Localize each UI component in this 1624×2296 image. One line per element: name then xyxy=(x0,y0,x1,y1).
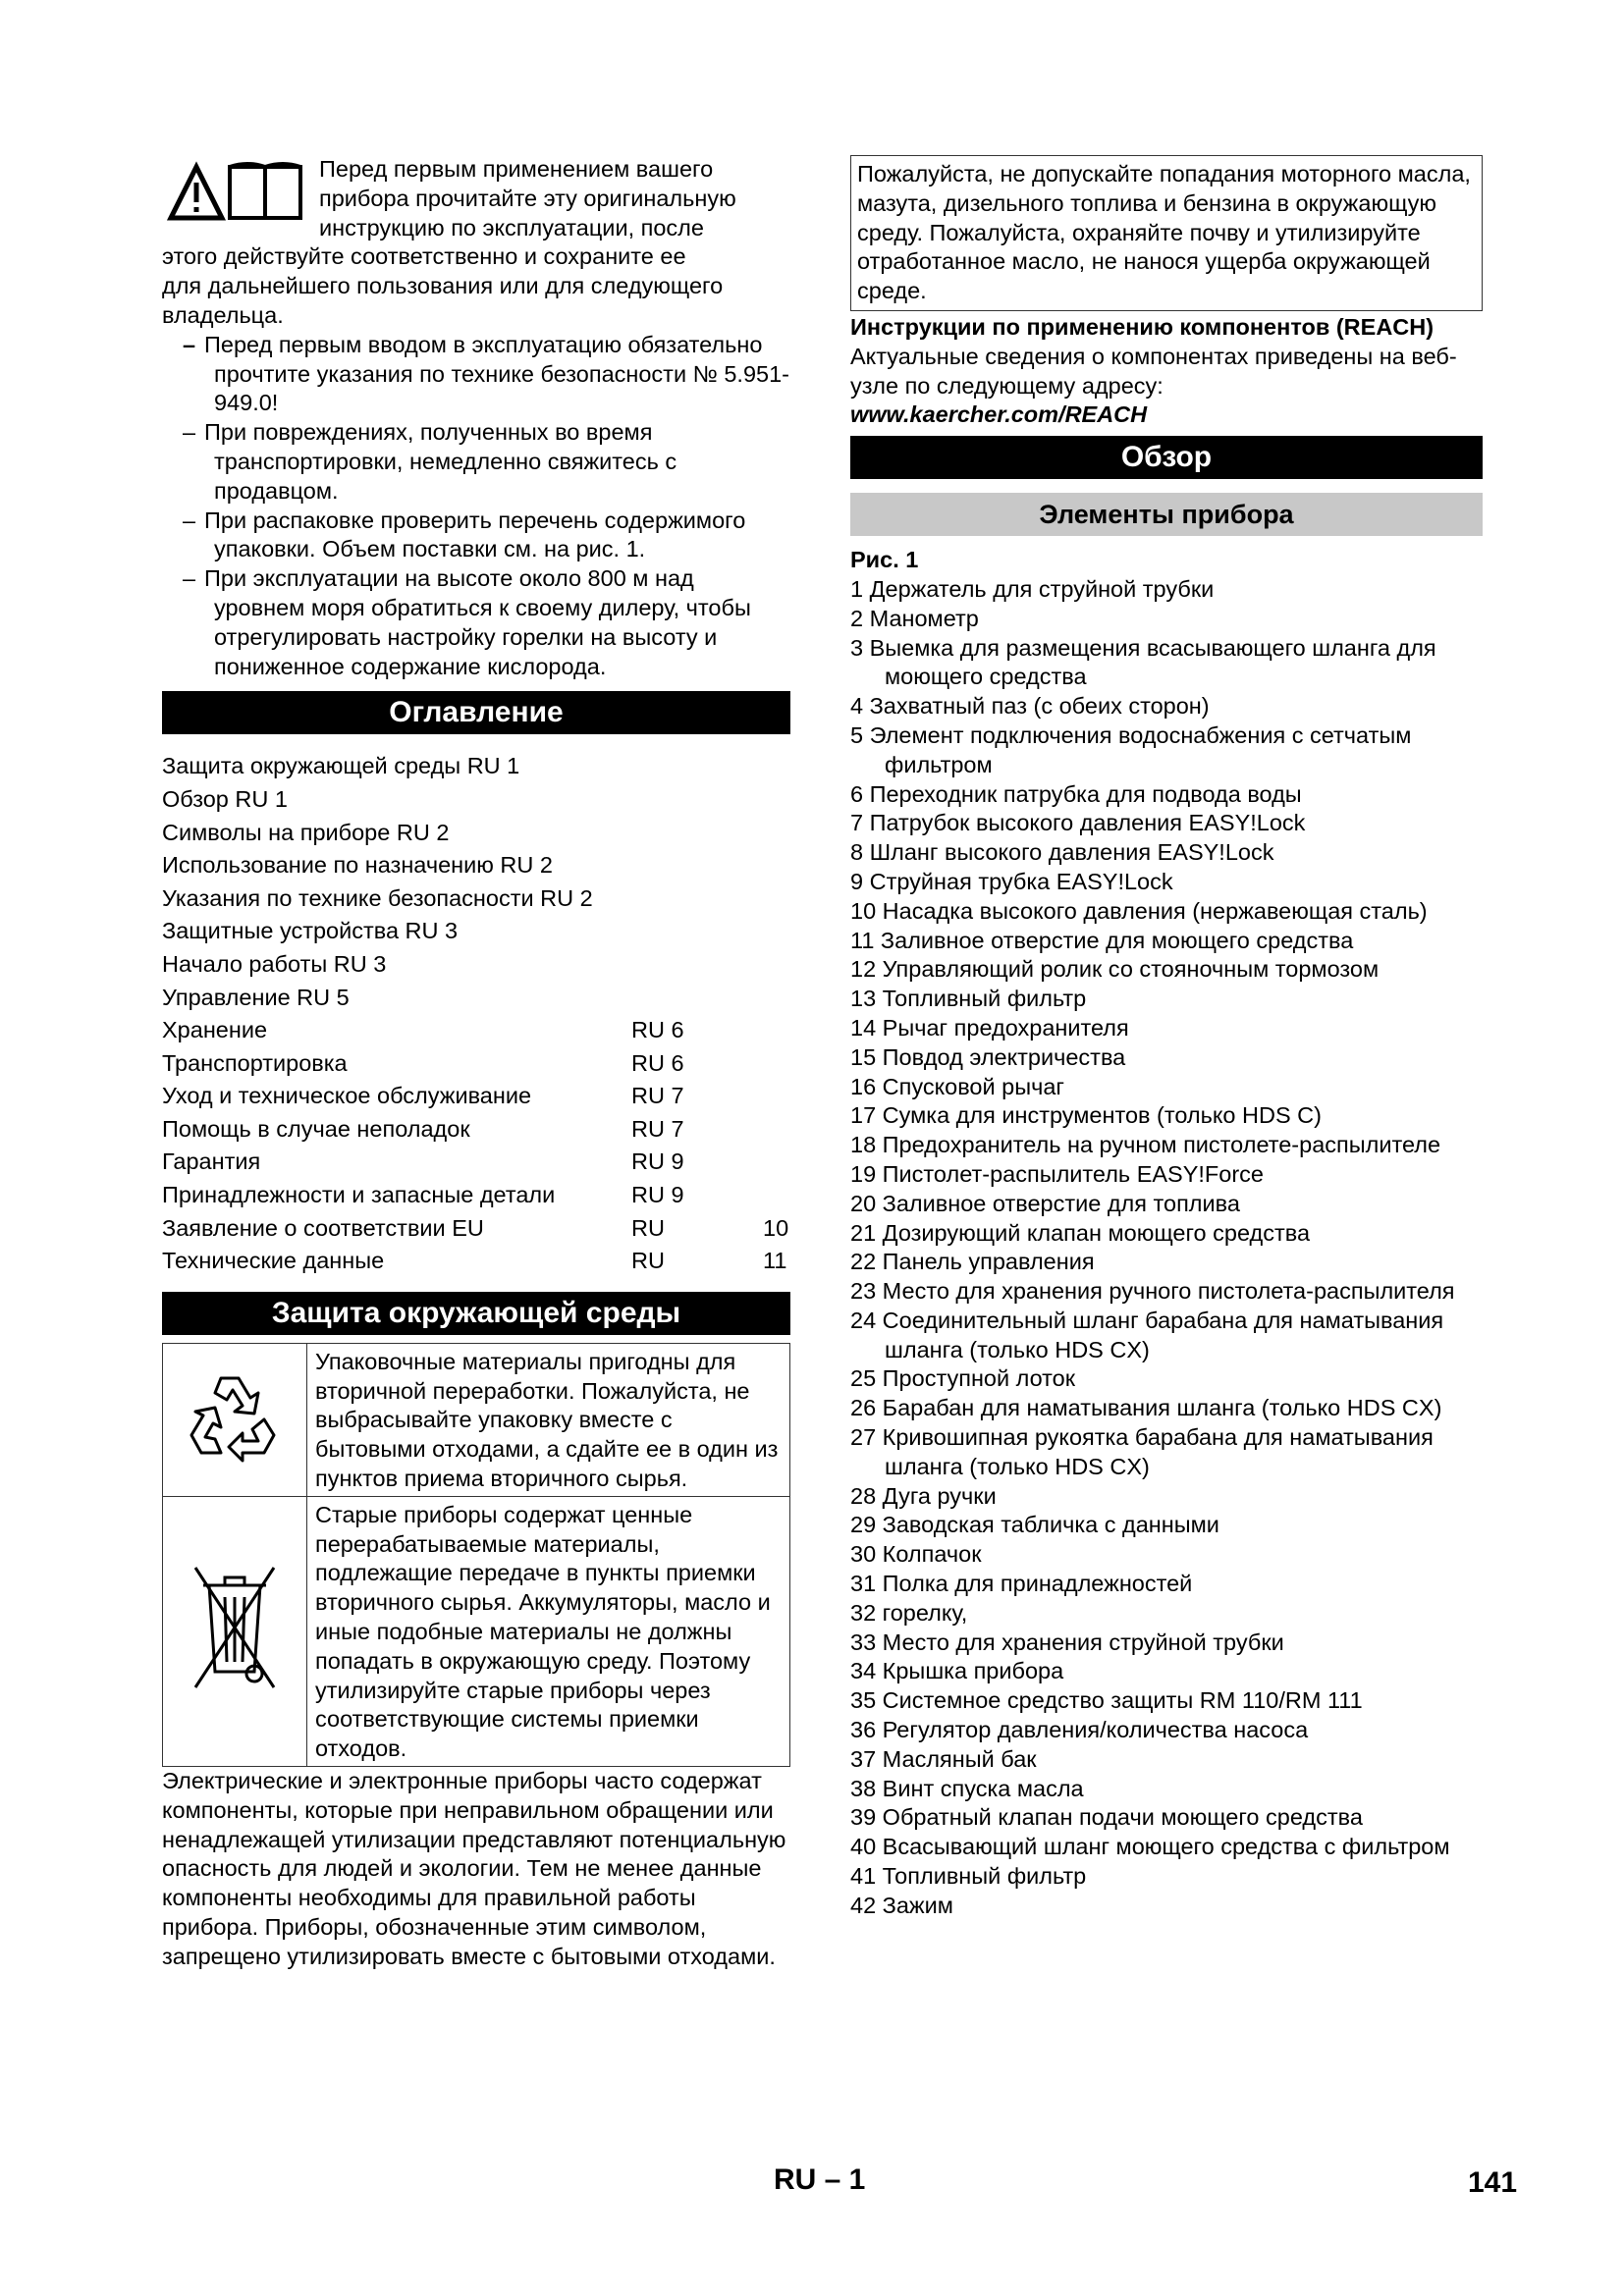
list-item: 15 Повдод электричества xyxy=(850,1043,1126,1070)
toc-page: RU 9 xyxy=(631,1148,684,1175)
table-cell xyxy=(163,1496,307,1766)
list-item: 37 Масляный бак xyxy=(850,1745,1037,1772)
list-item: 33 Место для хранения струйной трубки xyxy=(850,1629,1284,1655)
list-item: 10 Насадка высокого давления (нержавеющая сталь) xyxy=(850,897,1428,924)
toc-title: Защита окружающей среды RU 1 xyxy=(162,753,520,779)
list-item: 29 Заводская табличка с данными xyxy=(850,1512,1219,1538)
toc-page: RU 7 xyxy=(631,1115,684,1142)
list-item: 23 Место для хранения ручного пистолета-распылителя xyxy=(850,1278,1455,1305)
toc-page: RU 6 xyxy=(631,1049,684,1076)
toc-item[interactable] xyxy=(162,849,790,882)
list-item: 38 Винт спуска масла xyxy=(850,1775,1084,1801)
list-item: 28 Дуга ручки xyxy=(850,1482,997,1509)
toc-item[interactable] xyxy=(162,817,790,850)
intro-line-3: инструкцию по эксплуатации, после xyxy=(319,214,704,240)
recycling-icon xyxy=(186,1368,284,1463)
toc-page-number: 11 xyxy=(763,1248,787,1274)
list-item: 20 Заливное отверстие для топлива xyxy=(850,1190,1240,1216)
crossed-out-bin-icon xyxy=(186,1554,284,1701)
dash-bullet: – xyxy=(183,419,196,446)
device-elements-subheading: Элементы прибора xyxy=(850,493,1483,536)
toc-title: Технические данные xyxy=(162,1248,385,1274)
list-item: 39 Обратный клапан подачи моющего средства xyxy=(850,1804,1363,1831)
list-item: 36 Регулятор давления/количества насоса xyxy=(850,1717,1309,1743)
list-item: 5 Элемент подключения водоснабжения с сетчатым фильтром xyxy=(850,721,1412,777)
safety-notes-list xyxy=(162,331,790,682)
toc-page: RU 6 xyxy=(631,1017,684,1043)
list-item: 30 Колпачок xyxy=(850,1541,982,1568)
toc-title: Символы на приборе RU 2 xyxy=(162,819,450,845)
toc-item[interactable] xyxy=(162,1014,790,1047)
note-text: При эксплуатации на высоте около 800 м над уровнем моря обратиться к своему дилеру, чтобы отрегулировать настройку горелки на высоту и пониженное содержание кислорода. xyxy=(204,565,751,679)
toc-title: Помощь в случае неполадок xyxy=(162,1115,470,1142)
list-item: 6 Переходник патрубка для подвода воды xyxy=(850,780,1302,807)
list-item: 26 Барабан для наматывания шланга (только HDS CX) xyxy=(850,1395,1442,1421)
toc-item[interactable] xyxy=(162,1212,790,1246)
toc-item[interactable] xyxy=(162,1146,790,1179)
list-item: 8 Шланг высокого давления EASY!Lock xyxy=(850,839,1274,866)
list-item: 41 Топливный фильтр xyxy=(850,1863,1087,1890)
toc-page: RU xyxy=(631,1214,665,1241)
reach-text: Актуальные сведения о компонентах приведены на веб-узле по следующему адресу: xyxy=(850,343,1457,399)
toc-page: RU 9 xyxy=(631,1182,684,1208)
footer-page-number: 141 xyxy=(1468,2166,1518,2199)
toc-title: Транспортировка xyxy=(162,1049,348,1076)
note-item xyxy=(162,564,790,681)
note-text: При повреждениях, полученных во время транспортировки, немедленно свяжитесь с продавцом. xyxy=(204,419,677,504)
list-item: 32 горелку, xyxy=(850,1599,968,1626)
dash-bullet: – xyxy=(183,331,196,357)
list-item: 21 Дозирующий клапан моющего средства xyxy=(850,1219,1311,1246)
overview-heading: Обзор xyxy=(850,436,1483,479)
list-item: 22 Панель управления xyxy=(850,1249,1095,1275)
reach-url-link[interactable]: www.kaercher.com/REACH xyxy=(850,401,1148,428)
list-item: 17 Сумка для инструментов (только HDS C) xyxy=(850,1102,1322,1129)
intro-line-5: для дальнейшего пользования или для следующего xyxy=(162,273,724,299)
list-item: 40 Всасывающий шланг моющего средства с фильтром xyxy=(850,1834,1450,1860)
oil-warning-box: Пожалуйста, не допускайте попадания моторного масла, мазута, дизельного топлива и бензина в окружающую среду. Пожалуйста, охраняйте почву и утилизируйте отработанное масло, не нанося ущерба окружающей среде. xyxy=(850,155,1483,311)
intro-line-6: владельца. xyxy=(162,301,284,328)
intro-line-1: Перед первым применением вашего xyxy=(319,156,714,182)
list-item: 16 Спусковой рычаг xyxy=(850,1073,1065,1099)
list-item: 12 Управляющий ролик со стояночным тормозом xyxy=(850,956,1380,983)
table-cell: Упаковочные материалы пригодны для вторичной переработки. Пожалуйста, не выбрасывайте упаковку вместе с бытовыми отходами, а сдайте ее в один из пунктов приема вторичного сырья. xyxy=(307,1343,790,1496)
reach-heading: Инструкции по применению компонентов (REACH) xyxy=(850,313,1435,340)
list-item: 24 Соединительный шланг барабана для наматывания шланга (только HDS CX) xyxy=(850,1307,1444,1362)
list-item: 25 Проступной лоток xyxy=(850,1365,1076,1392)
list-item: 1 Держатель для струйной трубки xyxy=(850,575,1215,602)
list-item: 14 Рычаг предохранителя xyxy=(850,1014,1129,1041)
toc-page: RU 7 xyxy=(631,1083,684,1109)
toc-item[interactable] xyxy=(162,948,790,982)
list-item: 19 Пистолет-распылитель EASY!Force xyxy=(850,1160,1264,1187)
toc-title: Хранение xyxy=(162,1017,268,1043)
toc-title: Защитные устройства RU 3 xyxy=(162,918,459,944)
right-column xyxy=(850,155,1483,1921)
note-text: При распаковке проверить перечень содержимого упаковки. Объем поставки см. на рис. 1. xyxy=(204,507,746,562)
figure-label: Рис. 1 xyxy=(850,547,919,573)
toc-item[interactable] xyxy=(162,882,790,916)
toc-item[interactable] xyxy=(162,915,790,948)
list-item: 42 Зажим xyxy=(850,1892,953,1918)
intro-line-2: прибора прочитайте эту оригинальную xyxy=(319,185,736,211)
list-item: 27 Кривошипная рукоятка барабана для наматывания шланга (только HDS CX) xyxy=(850,1424,1434,1479)
table-row xyxy=(163,1496,790,1766)
toc-item[interactable] xyxy=(162,1113,790,1147)
toc-title: Использование по назначению RU 2 xyxy=(162,852,553,879)
intro-line-4: этого действуйте соответственно и сохраните ее xyxy=(162,243,686,270)
table-of-contents xyxy=(162,750,790,1278)
list-item: 31 Полка для принадлежностей xyxy=(850,1571,1193,1597)
toc-title: Заявление о соответствии EU xyxy=(162,1214,484,1241)
environment-heading: Защита окружающей среды xyxy=(162,1292,790,1335)
list-item: 11 Заливное отверстие для моющего средства xyxy=(850,927,1354,953)
dash-bullet: – xyxy=(183,507,196,533)
table-row xyxy=(163,1343,790,1496)
toc-title: Уход и техническое обслуживание xyxy=(162,1083,532,1109)
table-cell xyxy=(163,1343,307,1496)
dash-bullet: – xyxy=(183,565,196,592)
toc-title: Обзор RU 1 xyxy=(162,785,288,812)
toc-item[interactable] xyxy=(162,1245,790,1278)
list-item: 18 Предохранитель на ручном пистолете-распылителе xyxy=(850,1132,1441,1158)
list-item: 35 Системное средство защиты RM 110/RM 111 xyxy=(850,1687,1363,1714)
environment-table xyxy=(162,1343,790,1767)
toc-item[interactable] xyxy=(162,1179,790,1212)
electronics-disposal-text: Электрические и электронные приборы часто содержат компоненты, которые при неправильном обращении или ненадлежащей утилизации представляют потенциальную опасность для людей и экологии. Тем не менее данные компоненты необходимы для правильной работы прибора. Приборы, обозначенные этим символом, запрещено утилизировать вместе с бытовыми отходами. xyxy=(162,1768,786,1969)
toc-title: Управление RU 5 xyxy=(162,984,350,1010)
note-text: Перед первым вводом в эксплуатацию обязательно прочтите указания по технике безопасности № 5.951-949.0! xyxy=(204,331,789,416)
toc-page: RU xyxy=(631,1248,665,1274)
device-elements-list xyxy=(850,575,1483,1921)
list-item: 13 Топливный фильтр xyxy=(850,986,1087,1012)
warning-and-manual-icon xyxy=(167,159,304,228)
toc-item[interactable] xyxy=(162,750,790,783)
toc-item[interactable] xyxy=(162,1080,790,1113)
note-item xyxy=(162,331,790,418)
toc-title: Гарантия xyxy=(162,1148,261,1175)
list-item: 34 Крышка прибора xyxy=(850,1658,1064,1684)
toc-heading: Оглавление xyxy=(162,691,790,734)
note-item xyxy=(162,418,790,506)
toc-item[interactable] xyxy=(162,1047,790,1081)
list-item: 7 Патрубок высокого давления EASY!Lock xyxy=(850,810,1306,836)
list-item: 4 Захватный паз (с обеих сторон) xyxy=(850,693,1210,720)
list-item: 2 Манометр xyxy=(850,605,979,631)
toc-title: Принадлежности и запасные детали xyxy=(162,1182,556,1208)
list-item: 3 Выемка для размещения всасывающего шланга для моющего средства xyxy=(850,634,1436,690)
footer-section-label: RU – 1 xyxy=(774,2163,866,2196)
left-column xyxy=(162,155,790,1972)
toc-item[interactable] xyxy=(162,783,790,817)
toc-title: Указания по технике безопасности RU 2 xyxy=(162,884,593,911)
intro-block xyxy=(162,155,790,331)
list-item: 9 Струйная трубка EASY!Lock xyxy=(850,868,1173,894)
toc-page-number: 10 xyxy=(763,1214,789,1241)
note-item xyxy=(162,507,790,565)
toc-item[interactable] xyxy=(162,982,790,1015)
table-cell: Старые приборы содержат ценные перерабатываемые материалы, подлежащие передаче в пункты приемки вторичного сырья. Аккумуляторы, масло и иные подобные материалы не должны попадать в окружающую среду. Поэтому утилизируйте старые приборы через соответствующие системы приемки отходов. xyxy=(307,1496,790,1766)
toc-title: Начало работы RU 3 xyxy=(162,950,387,977)
